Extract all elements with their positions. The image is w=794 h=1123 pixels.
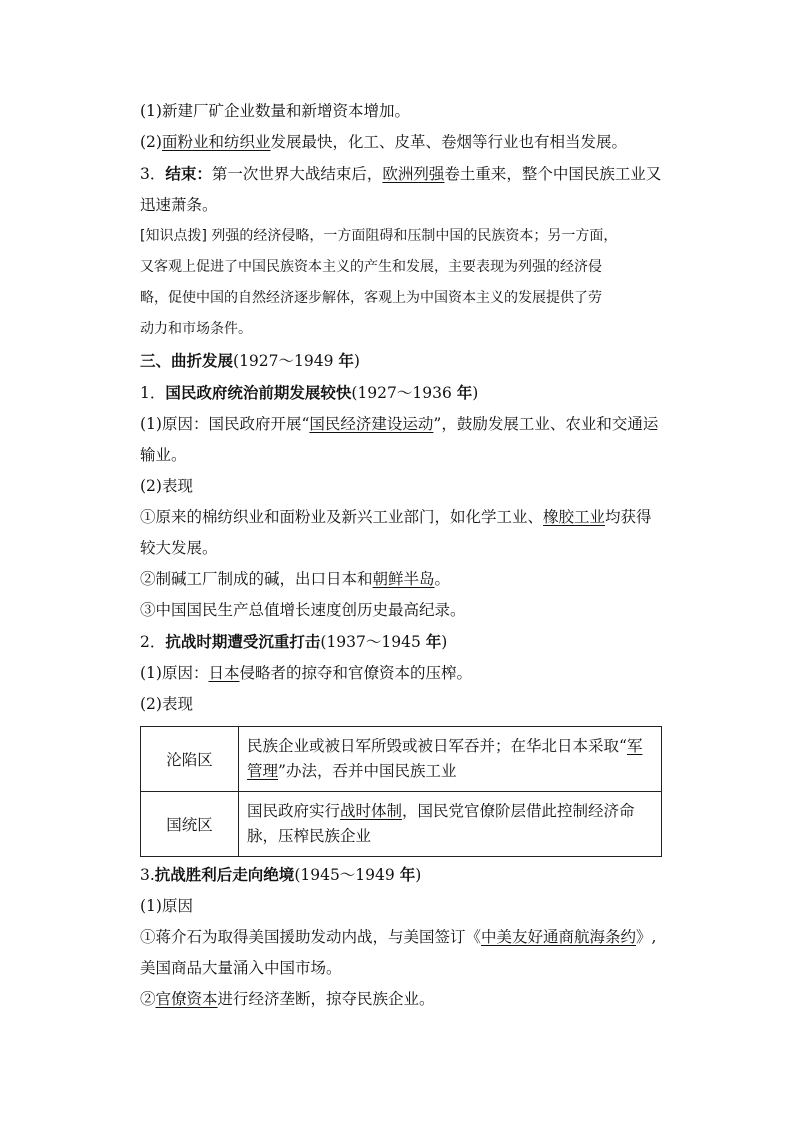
paragraph-line xyxy=(140,658,680,689)
text: (1927～1936 xyxy=(351,384,457,402)
text: 》, xyxy=(636,928,657,946)
knowledge-note-line: 又客观上促进了中国民族资本主义的产生和发展，主要表现为列强的经济侵 xyxy=(140,259,602,275)
paragraph-line: (1)新建厂矿企业数量和新增资本增加。 xyxy=(140,102,410,120)
underlined-term: 朝鲜半岛 xyxy=(372,570,435,588)
section-heading xyxy=(140,345,680,377)
text: 年 xyxy=(338,351,354,370)
paragraph-line: ③中国国民生产总值增长速度创历史最高纪录。 xyxy=(140,601,466,619)
text: 3. xyxy=(140,866,155,884)
text: 国民政府实行 xyxy=(247,802,341,820)
text: 进行经济垄断，掠夺民族企业。 xyxy=(217,990,435,1008)
text: 1． xyxy=(140,384,166,402)
document-page xyxy=(140,96,680,1015)
text: 年 xyxy=(425,632,442,651)
subsection-heading xyxy=(140,626,680,658)
bold-term: 结束： xyxy=(165,164,212,183)
paragraph-line: (1)原因 xyxy=(140,897,193,915)
paragraph-line: (2)表现 xyxy=(140,477,193,495)
underlined-term: 军管理 xyxy=(247,737,643,780)
knowledge-note-line: 略，促使中国的自然经济逐步解体，客观上为中国资本主义的发展提供了劳 xyxy=(140,290,602,306)
paragraph-line xyxy=(140,127,680,158)
table-cell xyxy=(239,727,662,792)
paragraph-line xyxy=(140,409,680,440)
text: 3． xyxy=(140,165,166,183)
text: ) xyxy=(441,633,448,651)
subsection-heading xyxy=(140,377,680,409)
text: ”，鼓励发展工业、农业和交通运 xyxy=(433,415,659,433)
text: ② xyxy=(140,990,156,1008)
text: (1945～1949 xyxy=(294,866,400,884)
paragraph-line xyxy=(140,158,680,190)
table-row xyxy=(141,792,662,857)
text: 均获得 xyxy=(605,508,652,526)
text: ②制碱工厂制成的碱，出口日本和 xyxy=(140,570,373,588)
text: 。 xyxy=(434,570,451,588)
knowledge-note-line: 动力和市场条件。 xyxy=(140,321,252,337)
underlined-term: 日本 xyxy=(208,664,240,682)
text: ①原来的棉纺织业和面粉业及新兴工业部门，如化学工业、 xyxy=(140,508,544,526)
paragraph-line: 迅速萧条。 xyxy=(140,196,218,214)
text: 年 xyxy=(456,383,473,402)
underlined-term: 橡胶工业 xyxy=(543,508,606,526)
underlined-term: 面粉业和纺织业 xyxy=(161,133,271,151)
table-row-label: 沦陷区 xyxy=(141,727,239,792)
text: 年 xyxy=(399,865,416,884)
paragraph-line: 较大发展。 xyxy=(140,539,218,557)
text: ) xyxy=(353,352,360,370)
knowledge-note-line: [知识点拨] 列强的经济侵略，一方面阻碍和压制中国的民族资本；另一方面， xyxy=(140,228,618,244)
text: ”办法，吞并中国民族工业 xyxy=(278,762,457,780)
text: 第一次世界大战结束后， xyxy=(211,165,383,183)
text: (2) xyxy=(140,133,162,151)
table-cell xyxy=(239,792,662,857)
heading-text: 国民政府统治前期发展较快 xyxy=(165,383,352,402)
text: 2． xyxy=(140,633,166,651)
paragraph-line: 输业。 xyxy=(140,446,187,464)
underlined-term: 战时体制 xyxy=(340,802,403,820)
text: 民族企业或被日军所毁或被日军吞并；在华北日本采取“ xyxy=(247,737,627,755)
text: (1927～1949 xyxy=(233,352,339,370)
underlined-term: 中美友好通商航海条约 xyxy=(481,928,637,946)
text: (1937～1945 xyxy=(320,633,426,651)
underlined-term: 官僚资本 xyxy=(155,990,218,1008)
heading-text: 抗战胜利后走向绝境 xyxy=(154,865,295,884)
text: ) xyxy=(472,384,479,402)
text: 发展最快，化工、皮革、卷烟等行业也有相当发展。 xyxy=(270,133,627,151)
underlined-term: 欧洲列强 xyxy=(382,165,445,183)
heading-text: 三、曲折发展 xyxy=(140,351,234,370)
paragraph-line: (2)表现 xyxy=(140,695,193,713)
text: ①蒋介石为取得美国援助发动内战，与美国签订《 xyxy=(140,928,482,946)
paragraph-line xyxy=(140,502,680,533)
text: 卷土重来，整个中国民族工业又 xyxy=(444,165,662,183)
text: ，国民党官僚阶层借此控制经济命脉，压榨民族企业 xyxy=(247,802,635,845)
text: 侵略者的掠夺和官僚资本的压榨。 xyxy=(239,664,472,682)
paragraph-line xyxy=(140,564,680,595)
table-row xyxy=(141,727,662,792)
performance-table xyxy=(140,726,662,857)
text: (1)原因：国民政府开展“ xyxy=(140,415,310,433)
text: (1)原因： xyxy=(140,664,209,682)
table-row-label: 国统区 xyxy=(141,792,239,857)
paragraph-line xyxy=(140,984,680,1015)
paragraph-line xyxy=(140,922,680,953)
paragraph-line: 美国商品大量涌入中国市场。 xyxy=(140,959,342,977)
heading-text: 抗战时期遭受沉重打击 xyxy=(165,632,321,651)
text: ) xyxy=(415,866,422,884)
underlined-term: 国民经济建设运动 xyxy=(309,415,434,433)
subsection-heading xyxy=(140,859,680,891)
